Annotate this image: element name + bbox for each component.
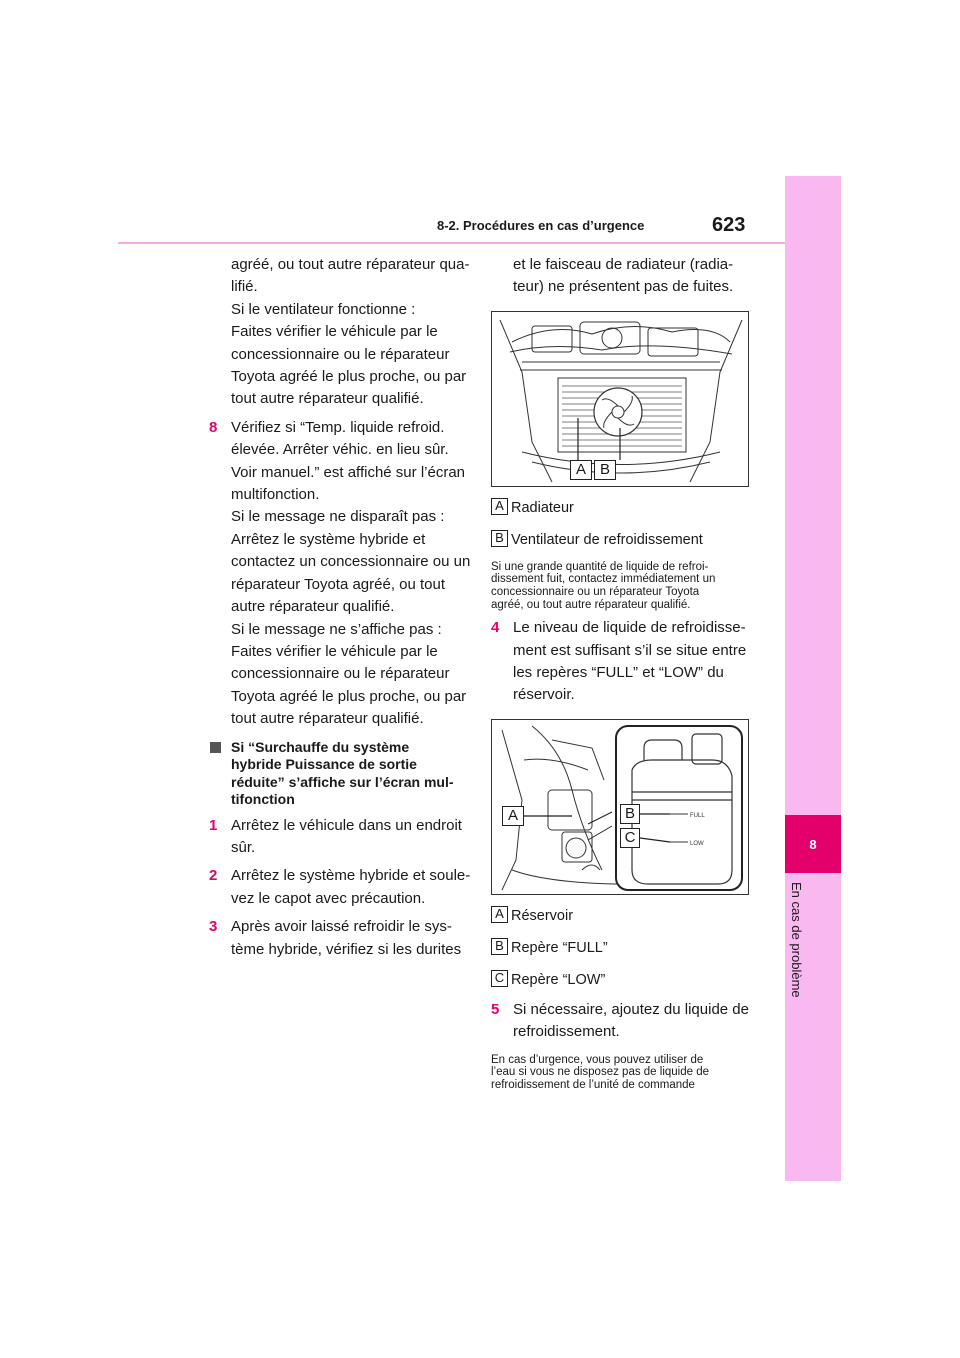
left-column xyxy=(209,254,469,961)
text-line: Si le ventilateur fonctionne : xyxy=(231,300,416,318)
step-2 xyxy=(209,865,469,910)
chapter-side-tab xyxy=(785,176,841,1181)
text-line: Faites vérifier le véhicule par le xyxy=(231,642,438,660)
note-line: En cas d’urgence, vous pouvez utiliser de xyxy=(491,1053,704,1066)
step-1 xyxy=(209,815,469,860)
text-line: Après avoir laissé refroidir le sys- xyxy=(231,918,452,936)
text-line: contactez un concessionnaire ou un xyxy=(231,553,471,571)
text-line: vez le capot avec précaution. xyxy=(231,889,426,907)
legend-label: Ventilateur de refroidissement xyxy=(511,531,703,548)
text-line: agréé, ou tout autre réparateur qua- xyxy=(231,256,470,273)
step-8 xyxy=(209,417,469,731)
text-line: Arrêtez le système hybride et soule- xyxy=(231,867,471,885)
text-line: Arrêtez le système hybride et xyxy=(231,530,426,548)
chapter-title: En cas de problème xyxy=(789,882,804,998)
text-line: autre réparateur qualifié. xyxy=(231,598,395,616)
overheat-heading xyxy=(209,739,469,809)
note-line: concessionnaire ou un réparateur Toyota xyxy=(491,586,700,598)
legend-label: Repère “LOW” xyxy=(511,971,606,988)
heading-line: Si “Surchauffe du système xyxy=(231,738,410,755)
legend-label: Réservoir xyxy=(511,907,574,924)
step-number: 2 xyxy=(209,867,218,885)
legend-radiator xyxy=(491,497,751,519)
text-line: sûr. xyxy=(231,838,256,856)
text-line: refroidissement. xyxy=(513,1023,620,1041)
step-number: 1 xyxy=(209,816,218,834)
text-line: Vérifiez si “Temp. liquide refroid. xyxy=(231,418,445,436)
step-number: 5 xyxy=(491,1000,500,1018)
heading-line: réduite” s’affiche sur l’écran mul- xyxy=(231,773,454,790)
section-title: 8-2. Procédures en cas d’urgence xyxy=(437,218,645,233)
legend-key: A xyxy=(491,498,508,515)
text-line: Voir manuel.” est affiché sur l’écran xyxy=(231,463,466,481)
text-line: lifié. xyxy=(231,278,258,296)
text-line: tout autre réparateur qualifié. xyxy=(231,390,424,408)
step-4 xyxy=(491,617,751,707)
text-line: élevée. Arrêter véhic. en lieu sûr. xyxy=(231,441,449,459)
note-line: agréé, ou tout autre réparateur qualifié. xyxy=(491,598,691,611)
step-number: 8 xyxy=(209,418,218,436)
heading-line: hybride Puissance de sortie xyxy=(231,756,417,773)
emergency-water-note xyxy=(491,1054,751,1092)
callout-c: C xyxy=(620,828,640,848)
page-number: 623 xyxy=(712,214,746,236)
text-line: et le faisceau de radiateur (radia- xyxy=(513,256,734,273)
header-rule xyxy=(118,242,785,244)
legend-reservoir xyxy=(491,905,751,927)
right-column xyxy=(491,254,751,1093)
legend-full-mark xyxy=(491,937,751,959)
callout-b: B xyxy=(594,460,616,480)
legend-fan xyxy=(491,529,751,551)
intro-paragraph xyxy=(209,254,469,411)
radiator-illustration xyxy=(491,311,749,487)
text-line: les repères “FULL” et “LOW” du xyxy=(513,664,724,681)
heading-line: tifonction xyxy=(231,791,295,808)
callout-a: A xyxy=(502,806,524,826)
legend-label: Repère “FULL” xyxy=(511,939,608,956)
text-line: ment est suffisant s’il se situe entre xyxy=(513,641,747,659)
legend-key: C xyxy=(491,970,508,987)
text-line: tème hybride, vérifiez si les durites xyxy=(231,940,462,958)
legend-key: A xyxy=(491,906,508,923)
callout-b: B xyxy=(620,804,640,824)
text-line: Si le message ne disparaît pas : xyxy=(231,508,445,526)
legend-key: B xyxy=(491,530,508,547)
leak-note xyxy=(491,561,751,611)
legend-label: Radiateur xyxy=(511,499,574,516)
low-mark-label: LOW xyxy=(690,840,704,847)
chapter-number-tab[interactable]: 8 xyxy=(785,815,841,873)
text-line: multifonction. xyxy=(231,486,320,504)
text-line: réparateur Toyota agréé, ou tout xyxy=(231,575,446,593)
text-line: Si nécessaire, ajoutez du liquide de xyxy=(513,1000,749,1018)
step-3 xyxy=(209,916,469,961)
text-line: Toyota agréé le plus proche, ou par xyxy=(231,368,467,386)
callout-a: A xyxy=(570,460,592,480)
text-line: Arrêtez le véhicule dans un endroit xyxy=(231,816,462,834)
note-line: Si une grande quantité de liquide de refroi- xyxy=(491,560,709,573)
step-number: 4 xyxy=(491,619,500,637)
note-line: refroidissement de l’unité de commande xyxy=(491,1078,695,1091)
text-line: concessionnaire ou le réparateur xyxy=(231,345,450,363)
note-line: dissement fuit, contactez immédiatement un xyxy=(491,573,716,586)
text-line: Si le message ne s’affiche pas : xyxy=(231,620,442,638)
text-line: Toyota agréé le plus proche, ou par xyxy=(231,687,467,705)
step-5 xyxy=(491,999,751,1044)
full-mark-label: FULL xyxy=(690,812,705,819)
text-line: Le niveau de liquide de refroidisse- xyxy=(513,619,746,637)
text-line: tout autre réparateur qualifié. xyxy=(231,710,424,728)
legend-low-mark xyxy=(491,969,751,991)
square-bullet-icon xyxy=(210,742,221,753)
text-line: Faites vérifier le véhicule par le xyxy=(231,323,438,341)
step-number: 3 xyxy=(209,918,218,936)
note-line: l’eau si vous ne disposez pas de liquide de xyxy=(491,1066,710,1079)
engine-bay-drawing xyxy=(492,312,749,487)
legend-key: B xyxy=(491,938,508,955)
reservoir-illustration xyxy=(491,719,749,895)
text-line: réservoir. xyxy=(513,686,575,704)
text-line: concessionnaire ou le réparateur xyxy=(231,665,450,683)
continuation-paragraph xyxy=(491,254,751,299)
text-line: teur) ne présentent pas de fuites. xyxy=(513,278,734,296)
